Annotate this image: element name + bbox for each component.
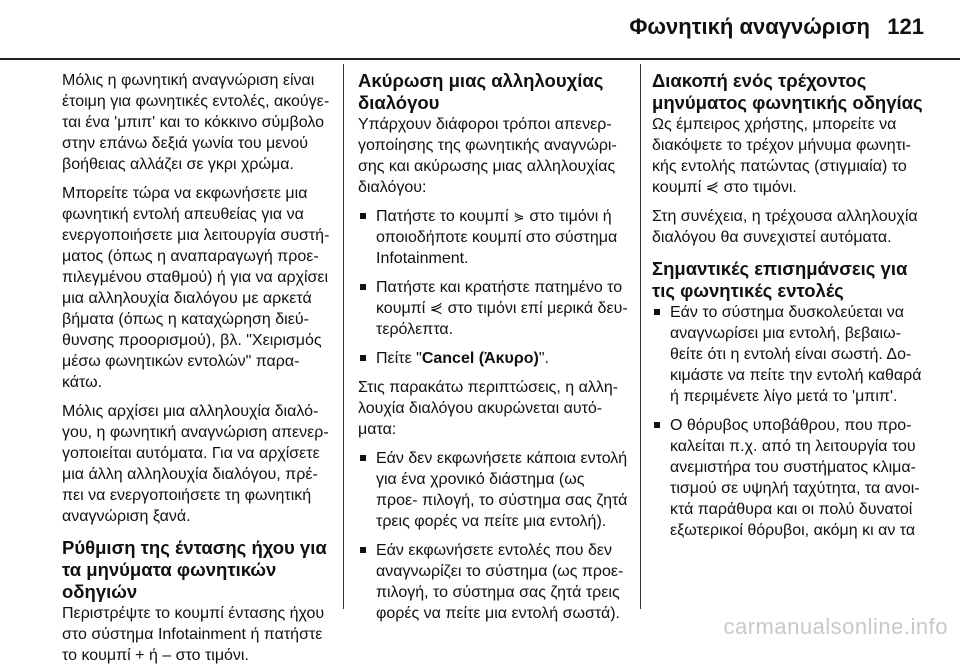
voice-button-icon: ⋟ [513,209,525,224]
section-heading-cancel: Ακύρωση μιας αλληλουχίας διαλόγου [358,70,604,113]
list-item: Πατήστε και κρατήστε πατημένο το κουμπί ⋞ στο τιμόνι επί μερικά δευ‐ τερόλεπτα. [358,277,630,340]
header-title: Φωνητική αναγνώριση [629,14,870,39]
paragraph: Μόλις η φωνητική αναγνώριση είναι έτοιμη για φωνητικές εντολές, ακούγε‐ ται ένα 'μπιπ' και το κόκκινο σύμβολο στην επάνω δεξιά γωνία του μενού βοήθειας αλλάζει σε γκρι χρώμα. [62,72,330,173]
page-number: 121 [887,14,924,39]
paragraph: Περιστρέψτε το κουμπί έντασης ήχου στο σύστημα Infotainment ή πατήστε το κουμπί + ή – στο τιμόνι. [62,605,325,664]
list-item-text: στο τιμόνι ή οποιοδήποτε κουμπί στο σύστημα Infotainment. [376,208,618,267]
list-item: Εάν εκφωνήσετε εντολές που δεν αναγνωρίζει το σύστημα (ως προε‐ πιλογή, το σύστημα σας ζητά τρεις φορές να πείτε μια εντολή σωστά). [358,540,630,624]
paragraph: Υπάρχουν διάφοροι τρόποι απενερ‐ γοποίησης της φωνητικής αναγνώρι‐ σης και ακύρωσης μιας αλληλουχίας διαλόγου: [358,116,617,196]
paragraph: Στη συνέχεια, η τρέχουσα αλληλουχία διαλόγου θα συνεχιστεί αυτόματα. [652,208,918,246]
paragraph: Μπορείτε τώρα να εκφωνήσετε μια φωνητική εντολή απευθείας για να ενεργοποιήσετε μια λειτουργία συστή‐ ματος (όπως η αναπαραγωγή προε‐ πιλεγμένου σταθμού) ή για να αρχίσει μια αλληλουχία διαλόγου με αρκετά βήματα (όπως η καταχώρηση διεύ‐ θυνσης προορισμού), βλ. "Χειρισμός μέσω φωνητικών εντολών" παρα‐ κάτω. [62,185,330,391]
section-heading-interrupt: Διακοπή ενός τρέχοντος μηνύματος φωνητικής οδηγίας [652,70,923,113]
bullet-list [652,302,926,541]
bullet-list [358,206,630,369]
list-item: Εάν το σύστημα δυσκολεύεται να αναγνωρίσει μια εντολή, βεβαιω‐ θείτε ότι η εντολή είναι σωστή. Δο‐ κιμάστε να πείτε την εντολή καθαρά ή περιμένετε λίγο μετά το 'μπιπ'. [652,302,926,407]
list-item-text: Πείτε " [376,350,422,367]
paragraph: Ως έμπειρος χρήστης, μπορείτε να διακόψετε το τρέχον μήνυμα φωνητι‐ κής εντολής πατώντας (στιγμιαία) το κουμπί ⋞ στο τιμόνι. [652,116,911,196]
section-heading-volume: Ρύθμιση της έντασης ήχου για τα μηνύματα φωνητικών οδηγιών [62,537,327,602]
paragraph: Μόλις αρχίσει μια αλληλουχία διαλό‐ γου, η φωνητική αναγνώριση απενερ‐ γοποιείται αυτόματα. Για να αρχίσετε μια άλλη αλληλουχία διαλόγου, πρέ‐ πει να ενεργοποιήσετε τη φωνητική αναγνώριση ξανά. [62,403,329,525]
paragraph: Στις παρακάτω περιπτώσεις, η αλλη‐ λουχία διαλόγου ακυρώνεται αυτό‐ ματα: [358,379,619,438]
list-item [358,348,630,369]
command-text: Cancel (Άκυρο) [421,350,539,367]
column-middle [358,70,630,622]
column-left [62,70,330,664]
watermark: carmanualsonline.info [723,614,948,639]
column-divider [640,64,641,609]
bullet-list [358,448,630,624]
list-item [358,206,630,269]
list-item-text: ". [538,350,549,367]
column-divider [343,64,344,609]
list-item-text: Πατήστε το κουμπί [376,208,509,225]
column-right [652,70,926,610]
section-heading-notes: Σημαντικές επισημάνσεις για τις φωνητικές εντολές [652,258,908,301]
list-item: Ο θόρυβος υποβάθρου, που προ‐ καλείται π.χ. από τη λειτουργία του ανεμιστήρα του συστήματος κλιμα‐ τισμού σε υψηλή ταχύτητα, τα ανοι‐ κτά παράθυρα και οι πολύ δυνατοί εξωτερικοί θόρυβοι, ακόμη κι αν τα [652,415,926,541]
page-header [0,0,960,60]
list-item: Εάν δεν εκφωνήσετε κάποια εντολή για ένα χρονικό διάστημα (ως προε‐ πιλογή, το σύστημα σας ζητά τρεις φορές να πείτε μια εντολή). [358,448,630,532]
